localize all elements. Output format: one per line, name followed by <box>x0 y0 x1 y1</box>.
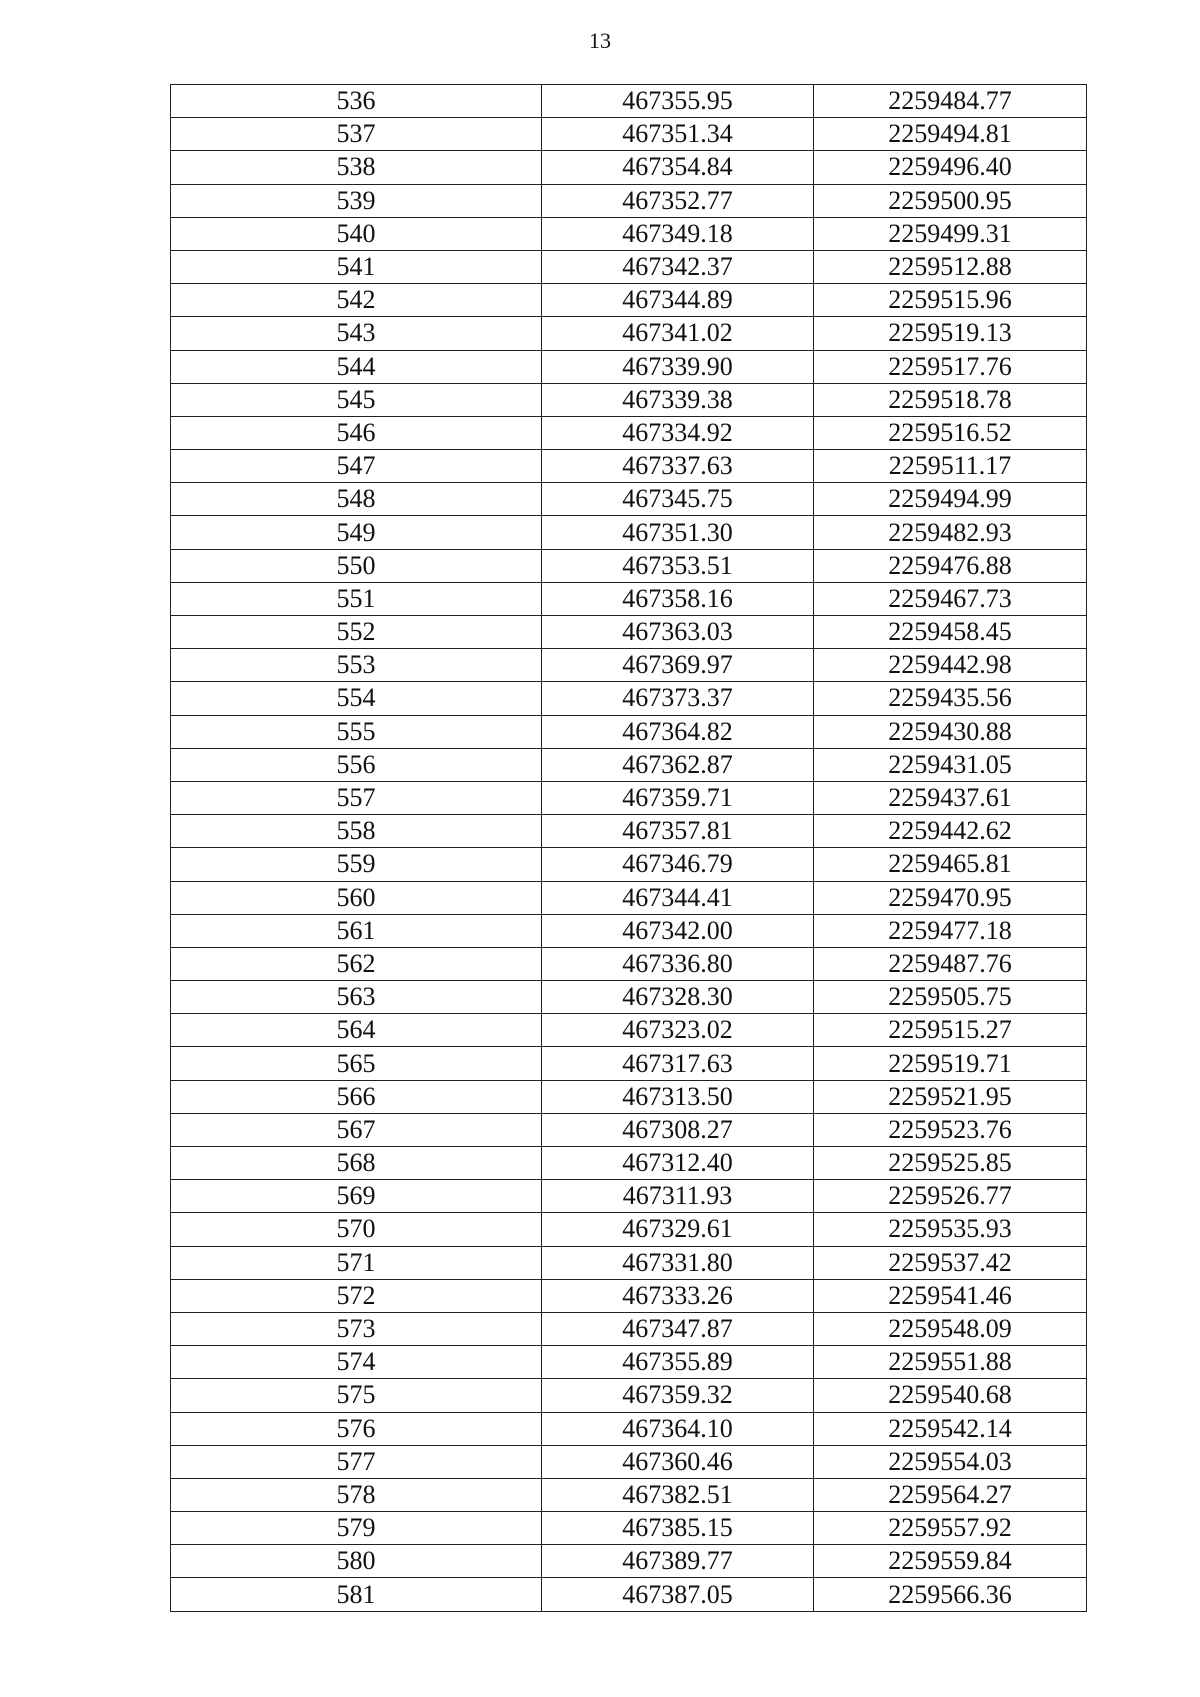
point-number-cell: 544 <box>171 350 542 383</box>
y-coordinate-cell: 2259551.88 <box>814 1346 1087 1379</box>
y-coordinate-cell: 2259442.98 <box>814 649 1087 682</box>
y-coordinate-cell: 2259499.31 <box>814 217 1087 250</box>
table-row <box>171 914 1087 947</box>
y-coordinate-cell: 2259515.96 <box>814 284 1087 317</box>
point-number-cell: 571 <box>171 1246 542 1279</box>
y-coordinate-cell: 2259511.17 <box>814 450 1087 483</box>
x-coordinate-cell: 467313.50 <box>542 1080 814 1113</box>
table-row <box>171 682 1087 715</box>
table-row <box>171 616 1087 649</box>
table-row <box>171 85 1087 118</box>
table-row <box>171 1312 1087 1345</box>
y-coordinate-cell: 2259435.56 <box>814 682 1087 715</box>
x-coordinate-cell: 467329.61 <box>542 1213 814 1246</box>
table-row <box>171 981 1087 1014</box>
table-row <box>171 1113 1087 1146</box>
x-coordinate-cell: 467352.77 <box>542 184 814 217</box>
table-row <box>171 1014 1087 1047</box>
y-coordinate-cell: 2259537.42 <box>814 1246 1087 1279</box>
x-coordinate-cell: 467373.37 <box>542 682 814 715</box>
point-number-cell: 540 <box>171 217 542 250</box>
point-number-cell: 538 <box>171 151 542 184</box>
y-coordinate-cell: 2259505.75 <box>814 981 1087 1014</box>
point-number-cell: 579 <box>171 1512 542 1545</box>
x-coordinate-cell: 467353.51 <box>542 549 814 582</box>
point-number-cell: 549 <box>171 516 542 549</box>
table-row <box>171 1147 1087 1180</box>
y-coordinate-cell: 2259521.95 <box>814 1080 1087 1113</box>
page-number: 13 <box>589 28 611 53</box>
y-coordinate-cell: 2259482.93 <box>814 516 1087 549</box>
table-row <box>171 516 1087 549</box>
point-number-cell: 567 <box>171 1113 542 1146</box>
point-number-cell: 559 <box>171 848 542 881</box>
x-coordinate-cell: 467369.97 <box>542 649 814 682</box>
table-row <box>171 881 1087 914</box>
y-coordinate-cell: 2259458.45 <box>814 616 1087 649</box>
y-coordinate-cell: 2259523.76 <box>814 1113 1087 1146</box>
y-coordinate-cell: 2259516.52 <box>814 416 1087 449</box>
x-coordinate-cell: 467364.10 <box>542 1412 814 1445</box>
point-number-cell: 555 <box>171 715 542 748</box>
x-coordinate-cell: 467345.75 <box>542 483 814 516</box>
point-number-cell: 557 <box>171 781 542 814</box>
table-row <box>171 649 1087 682</box>
table-row <box>171 184 1087 217</box>
point-number-cell: 550 <box>171 549 542 582</box>
x-coordinate-cell: 467333.26 <box>542 1279 814 1312</box>
point-number-cell: 546 <box>171 416 542 449</box>
table-row <box>171 151 1087 184</box>
x-coordinate-cell: 467344.41 <box>542 881 814 914</box>
x-coordinate-cell: 467311.93 <box>542 1180 814 1213</box>
x-coordinate-cell: 467385.15 <box>542 1512 814 1545</box>
point-number-cell: 572 <box>171 1279 542 1312</box>
table-row <box>171 715 1087 748</box>
table-row <box>171 748 1087 781</box>
point-number-cell: 580 <box>171 1545 542 1578</box>
table-row <box>171 1412 1087 1445</box>
y-coordinate-cell: 2259430.88 <box>814 715 1087 748</box>
x-coordinate-cell: 467342.37 <box>542 250 814 283</box>
x-coordinate-cell: 467359.32 <box>542 1379 814 1412</box>
table-row <box>171 1478 1087 1511</box>
table-row <box>171 416 1087 449</box>
table-row <box>171 848 1087 881</box>
table-row <box>171 1213 1087 1246</box>
x-coordinate-cell: 467331.80 <box>542 1246 814 1279</box>
point-number-cell: 562 <box>171 947 542 980</box>
y-coordinate-cell: 2259442.62 <box>814 815 1087 848</box>
x-coordinate-cell: 467359.71 <box>542 781 814 814</box>
x-coordinate-cell: 467344.89 <box>542 284 814 317</box>
point-number-cell: 537 <box>171 118 542 151</box>
table-row <box>171 1279 1087 1312</box>
table-row <box>171 1379 1087 1412</box>
x-coordinate-cell: 467323.02 <box>542 1014 814 1047</box>
table-row <box>171 1080 1087 1113</box>
x-coordinate-cell: 467389.77 <box>542 1545 814 1578</box>
table-row <box>171 947 1087 980</box>
x-coordinate-cell: 467382.51 <box>542 1478 814 1511</box>
point-number-cell: 560 <box>171 881 542 914</box>
x-coordinate-cell: 467362.87 <box>542 748 814 781</box>
y-coordinate-cell: 2259512.88 <box>814 250 1087 283</box>
point-number-cell: 577 <box>171 1445 542 1478</box>
y-coordinate-cell: 2259470.95 <box>814 881 1087 914</box>
x-coordinate-cell: 467351.30 <box>542 516 814 549</box>
y-coordinate-cell: 2259526.77 <box>814 1180 1087 1213</box>
point-number-cell: 578 <box>171 1478 542 1511</box>
y-coordinate-cell: 2259535.93 <box>814 1213 1087 1246</box>
table-row <box>171 1545 1087 1578</box>
table-row <box>171 1578 1087 1611</box>
x-coordinate-cell: 467334.92 <box>542 416 814 449</box>
table-row <box>171 350 1087 383</box>
point-number-cell: 539 <box>171 184 542 217</box>
y-coordinate-cell: 2259566.36 <box>814 1578 1087 1611</box>
point-number-cell: 541 <box>171 250 542 283</box>
x-coordinate-cell: 467355.89 <box>542 1346 814 1379</box>
table-row <box>171 1512 1087 1545</box>
y-coordinate-cell: 2259496.40 <box>814 151 1087 184</box>
point-number-cell: 536 <box>171 85 542 118</box>
y-coordinate-cell: 2259564.27 <box>814 1478 1087 1511</box>
point-number-cell: 543 <box>171 317 542 350</box>
table-row <box>171 1246 1087 1279</box>
point-number-cell: 558 <box>171 815 542 848</box>
y-coordinate-cell: 2259487.76 <box>814 947 1087 980</box>
y-coordinate-cell: 2259548.09 <box>814 1312 1087 1345</box>
x-coordinate-cell: 467312.40 <box>542 1147 814 1180</box>
y-coordinate-cell: 2259437.61 <box>814 781 1087 814</box>
point-number-cell: 548 <box>171 483 542 516</box>
point-number-cell: 574 <box>171 1346 542 1379</box>
point-number-cell: 561 <box>171 914 542 947</box>
y-coordinate-cell: 2259477.18 <box>814 914 1087 947</box>
table-row <box>171 1346 1087 1379</box>
coordinates-table <box>170 84 1087 1612</box>
table-row <box>171 1180 1087 1213</box>
y-coordinate-cell: 2259554.03 <box>814 1445 1087 1478</box>
y-coordinate-cell: 2259559.84 <box>814 1545 1087 1578</box>
y-coordinate-cell: 2259519.13 <box>814 317 1087 350</box>
y-coordinate-cell: 2259494.99 <box>814 483 1087 516</box>
x-coordinate-cell: 467339.90 <box>542 350 814 383</box>
point-number-cell: 563 <box>171 981 542 1014</box>
x-coordinate-cell: 467358.16 <box>542 582 814 615</box>
y-coordinate-cell: 2259557.92 <box>814 1512 1087 1545</box>
x-coordinate-cell: 467341.02 <box>542 317 814 350</box>
y-coordinate-cell: 2259515.27 <box>814 1014 1087 1047</box>
table-row <box>171 317 1087 350</box>
point-number-cell: 552 <box>171 616 542 649</box>
point-number-cell: 545 <box>171 383 542 416</box>
x-coordinate-cell: 467349.18 <box>542 217 814 250</box>
table-row <box>171 118 1087 151</box>
x-coordinate-cell: 467360.46 <box>542 1445 814 1478</box>
point-number-cell: 581 <box>171 1578 542 1611</box>
table-row <box>171 250 1087 283</box>
y-coordinate-cell: 2259494.81 <box>814 118 1087 151</box>
point-number-cell: 554 <box>171 682 542 715</box>
table-row <box>171 450 1087 483</box>
point-number-cell: 564 <box>171 1014 542 1047</box>
point-number-cell: 573 <box>171 1312 542 1345</box>
point-number-cell: 568 <box>171 1147 542 1180</box>
table-row <box>171 815 1087 848</box>
y-coordinate-cell: 2259465.81 <box>814 848 1087 881</box>
table-row <box>171 217 1087 250</box>
point-number-cell: 569 <box>171 1180 542 1213</box>
point-number-cell: 565 <box>171 1047 542 1080</box>
point-number-cell: 553 <box>171 649 542 682</box>
y-coordinate-cell: 2259431.05 <box>814 748 1087 781</box>
table-row <box>171 781 1087 814</box>
table-row <box>171 383 1087 416</box>
y-coordinate-cell: 2259541.46 <box>814 1279 1087 1312</box>
point-number-cell: 576 <box>171 1412 542 1445</box>
x-coordinate-cell: 467387.05 <box>542 1578 814 1611</box>
table-body <box>171 85 1087 1612</box>
x-coordinate-cell: 467328.30 <box>542 981 814 1014</box>
y-coordinate-cell: 2259518.78 <box>814 383 1087 416</box>
x-coordinate-cell: 467347.87 <box>542 1312 814 1345</box>
table-row <box>171 284 1087 317</box>
y-coordinate-cell: 2259525.85 <box>814 1147 1087 1180</box>
x-coordinate-cell: 467357.81 <box>542 815 814 848</box>
x-coordinate-cell: 467346.79 <box>542 848 814 881</box>
x-coordinate-cell: 467339.38 <box>542 383 814 416</box>
y-coordinate-cell: 2259519.71 <box>814 1047 1087 1080</box>
y-coordinate-cell: 2259542.14 <box>814 1412 1087 1445</box>
y-coordinate-cell: 2259484.77 <box>814 85 1087 118</box>
table-row <box>171 582 1087 615</box>
x-coordinate-cell: 467317.63 <box>542 1047 814 1080</box>
x-coordinate-cell: 467308.27 <box>542 1113 814 1146</box>
y-coordinate-cell: 2259476.88 <box>814 549 1087 582</box>
x-coordinate-cell: 467363.03 <box>542 616 814 649</box>
x-coordinate-cell: 467364.82 <box>542 715 814 748</box>
y-coordinate-cell: 2259500.95 <box>814 184 1087 217</box>
table-row <box>171 1445 1087 1478</box>
point-number-cell: 570 <box>171 1213 542 1246</box>
x-coordinate-cell: 467336.80 <box>542 947 814 980</box>
x-coordinate-cell: 467351.34 <box>542 118 814 151</box>
x-coordinate-cell: 467354.84 <box>542 151 814 184</box>
y-coordinate-cell: 2259540.68 <box>814 1379 1087 1412</box>
y-coordinate-cell: 2259517.76 <box>814 350 1087 383</box>
point-number-cell: 551 <box>171 582 542 615</box>
y-coordinate-cell: 2259467.73 <box>814 582 1087 615</box>
x-coordinate-cell: 467355.95 <box>542 85 814 118</box>
x-coordinate-cell: 467337.63 <box>542 450 814 483</box>
table-row <box>171 549 1087 582</box>
point-number-cell: 575 <box>171 1379 542 1412</box>
table-row <box>171 483 1087 516</box>
x-coordinate-cell: 467342.00 <box>542 914 814 947</box>
table-row <box>171 1047 1087 1080</box>
point-number-cell: 542 <box>171 284 542 317</box>
point-number-cell: 556 <box>171 748 542 781</box>
point-number-cell: 547 <box>171 450 542 483</box>
point-number-cell: 566 <box>171 1080 542 1113</box>
